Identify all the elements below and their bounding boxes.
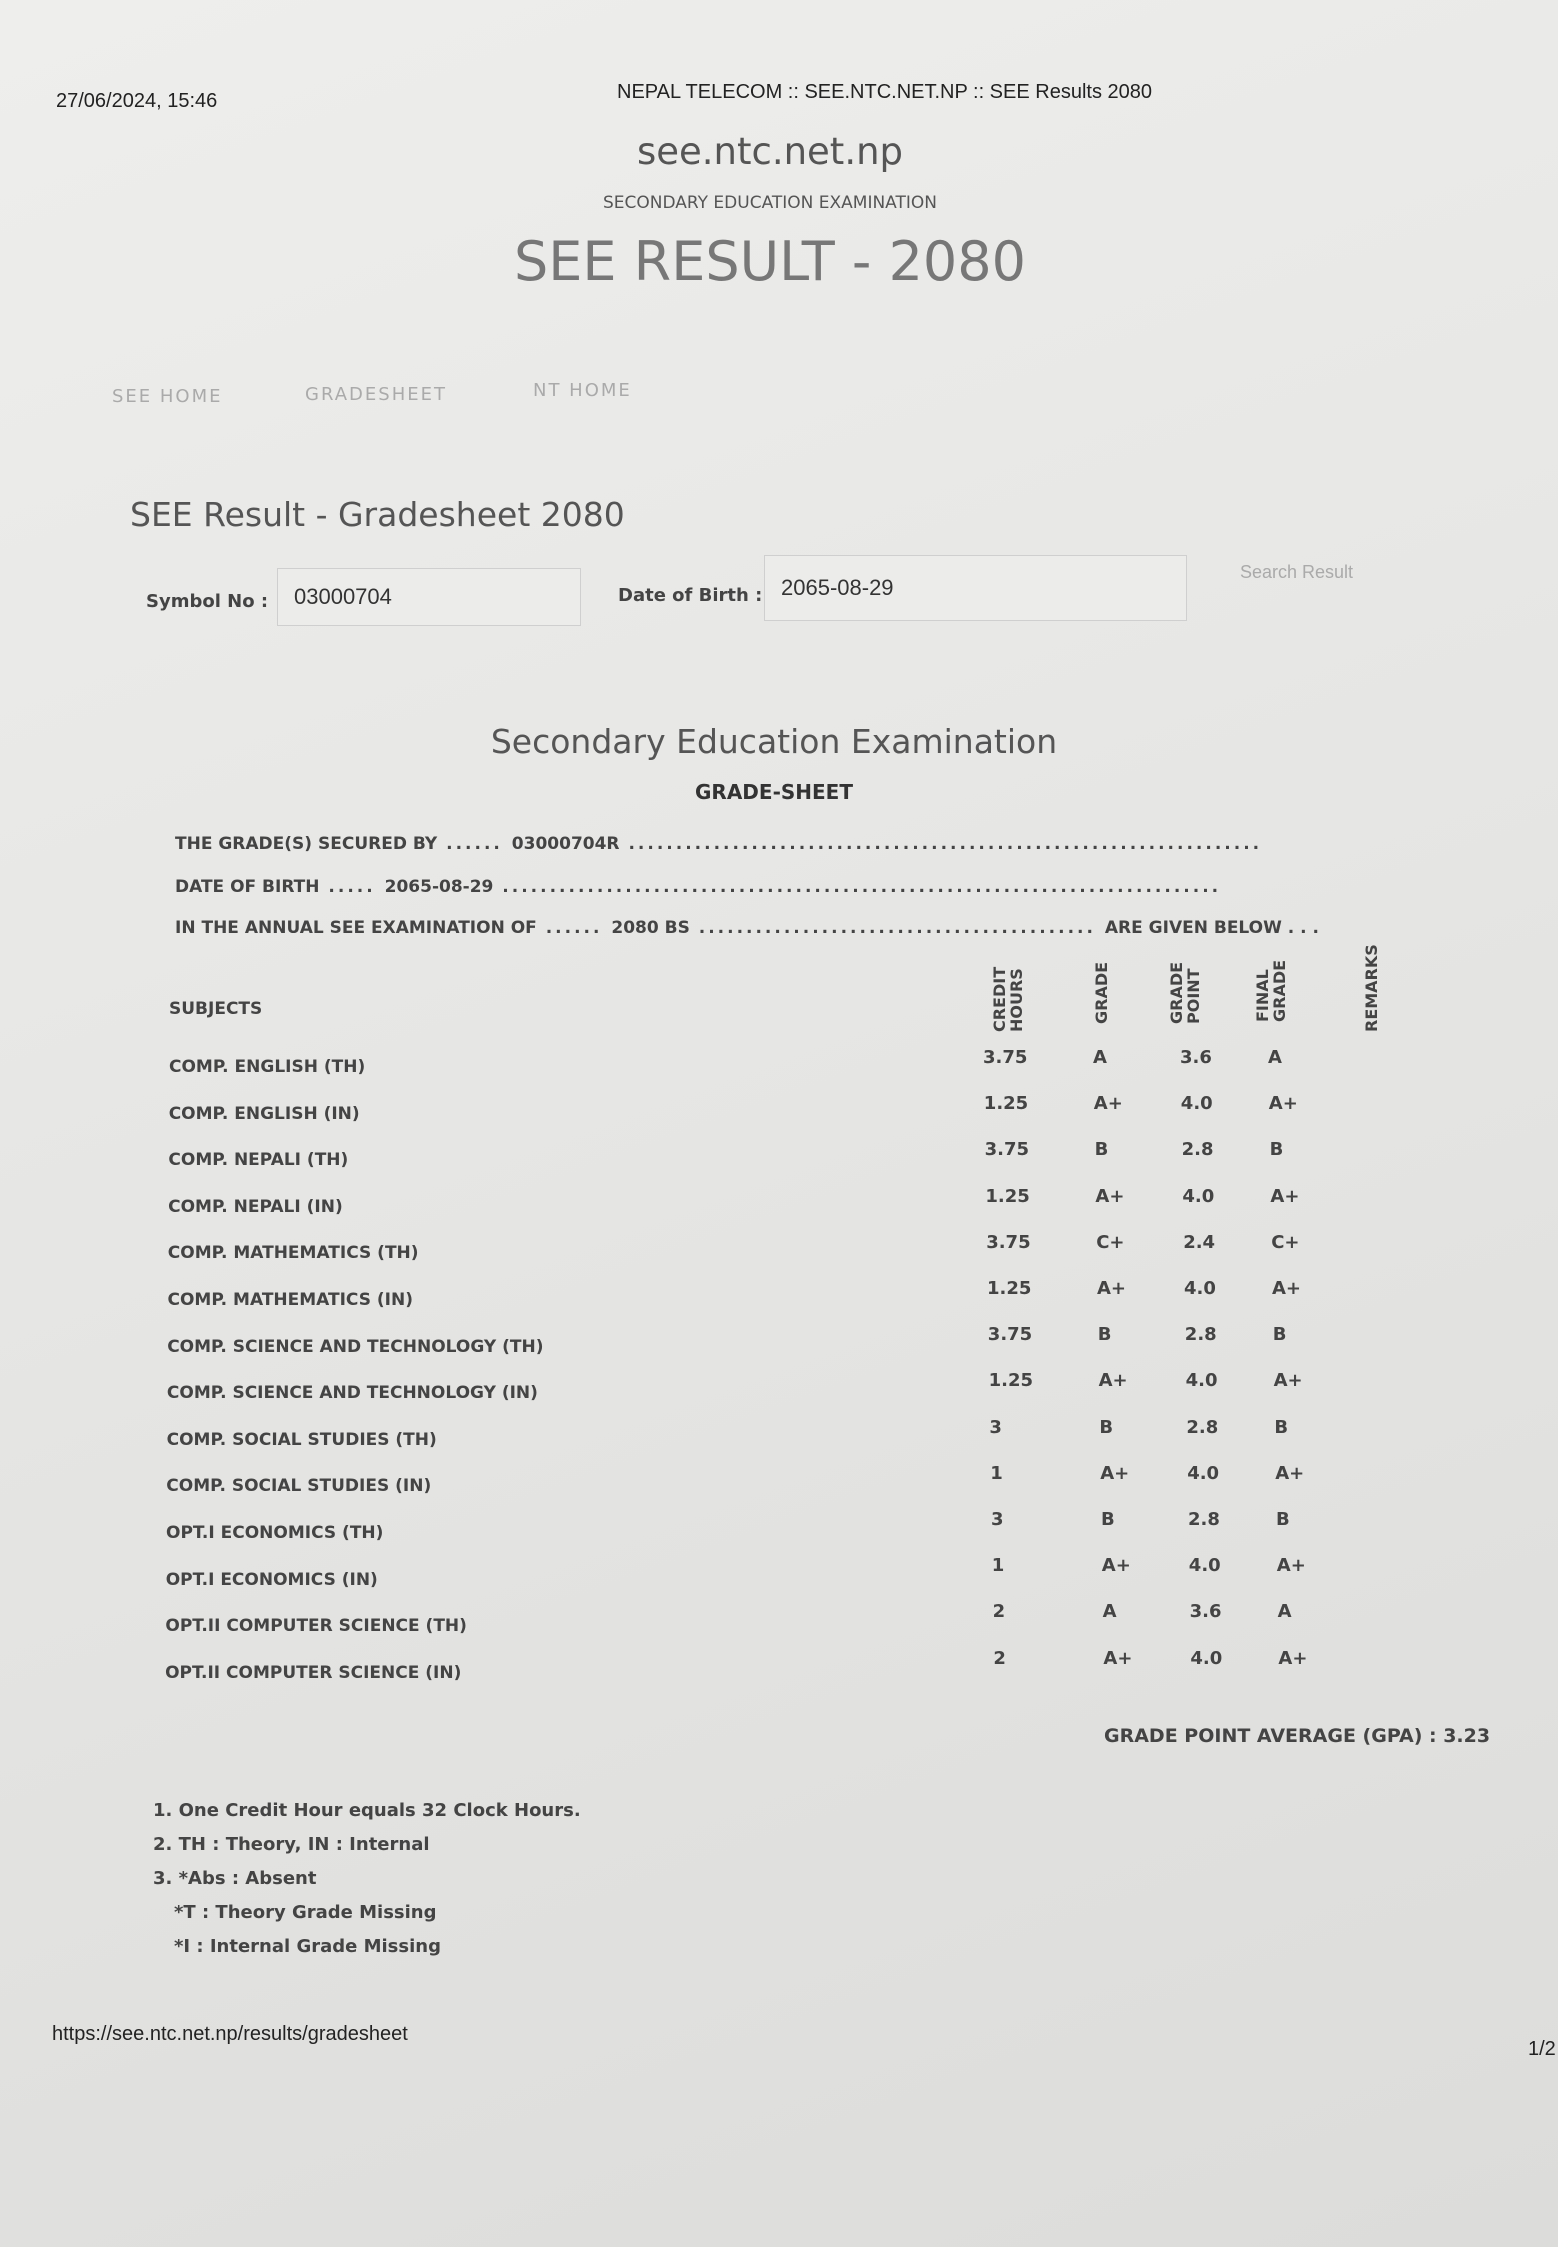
- final-grade-cell: A: [1277, 1601, 1292, 1623]
- subject-cell: COMP. NEPALI (IN): [168, 1196, 343, 1217]
- grade-point-cell: 4.0: [1184, 1278, 1216, 1299]
- form-heading: SEE Result - Gradesheet 2080: [130, 495, 625, 534]
- credit-hours-cell: 3: [989, 1416, 1002, 1438]
- dob-input[interactable]: 2065-08-29: [764, 555, 1187, 621]
- credit-hours-cell: 1: [990, 1462, 1003, 1484]
- print-title: NEPAL TELECOM :: SEE.NTC.NET.NP :: SEE Results 2080: [617, 81, 1152, 103]
- subject-cell: COMP. SCIENCE AND TECHNOLOGY (TH): [167, 1336, 544, 1357]
- grade-cell: C+: [1096, 1231, 1125, 1253]
- grade-point-cell: 2.4: [1183, 1231, 1216, 1253]
- subject-cell: OPT.II COMPUTER SCIENCE (TH): [165, 1616, 467, 1637]
- grade-cell: A+: [1093, 1093, 1123, 1115]
- grade-cell: A+: [1098, 1370, 1128, 1392]
- nav-nt-home[interactable]: NT HOME: [533, 380, 632, 401]
- subject-cell: COMP. SCIENCE AND TECHNOLOGY (IN): [166, 1383, 538, 1404]
- grade-cell: A+: [1103, 1647, 1133, 1669]
- final-grade-cell: B: [1269, 1139, 1284, 1161]
- final-grade-cell: B: [1272, 1324, 1287, 1346]
- credit-hours-cell: 1: [991, 1555, 1005, 1577]
- subject-cell: COMP. MATHEMATICS (TH): [167, 1243, 419, 1264]
- credit-hours-cell: 1.25: [988, 1370, 1034, 1392]
- grade-point-cell: 2.8: [1181, 1139, 1214, 1161]
- credit-hours-cell: 2: [993, 1647, 1006, 1669]
- grade-cell: B: [1097, 1324, 1112, 1346]
- grade-point-cell: 2.8: [1186, 1416, 1219, 1438]
- credit-hours-cell: 1.25: [983, 1093, 1029, 1115]
- final-grade-cell: A: [1268, 1047, 1282, 1068]
- col-grade-point: GRADE POINT: [1167, 961, 1203, 1024]
- credit-hours-cell: 3.75: [987, 1324, 1033, 1346]
- secured-by-line: THE GRADE(S) SECURED BY ...... 03000704R ...................................................................: [175, 834, 1263, 854]
- grade-point-cell: 4.0: [1185, 1370, 1218, 1392]
- grade-point-cell: 4.0: [1182, 1185, 1215, 1207]
- exam-label: IN THE ANNUAL SEE EXAMINATION OF: [175, 918, 537, 938]
- subject-cell: OPT.I ECONOMICS (TH): [166, 1523, 384, 1543]
- grade-cell: B: [1099, 1416, 1114, 1438]
- secured-by-label: THE GRADE(S) SECURED BY: [175, 834, 438, 854]
- grade-point-cell: 2.8: [1184, 1324, 1217, 1346]
- site-subtitle: SECONDARY EDUCATION EXAMINATION: [602, 193, 937, 213]
- col-grade: GRADE: [1092, 961, 1111, 1024]
- grade-point-cell: 3.6: [1189, 1601, 1222, 1623]
- col-final-grade: FINAL GRADE: [1253, 959, 1289, 1022]
- exam-value: 2080 BS: [611, 918, 690, 938]
- symbol-label: Symbol No :: [146, 591, 269, 612]
- final-grade-cell: A+: [1268, 1093, 1298, 1115]
- final-grade-cell: A+: [1275, 1462, 1305, 1484]
- grade-cell: A+: [1097, 1278, 1127, 1299]
- page-number: 1/2: [1528, 2038, 1556, 2060]
- subject-cell: OPT.I ECONOMICS (IN): [165, 1569, 378, 1590]
- dob-line-label: DATE OF BIRTH: [175, 877, 320, 897]
- print-datetime: 27/06/2024, 15:46: [56, 90, 218, 112]
- note-3: 3. *Abs : Absent: [153, 1868, 317, 1889]
- final-grade-cell: C+: [1271, 1231, 1300, 1253]
- grade-point-cell: 4.0: [1180, 1093, 1213, 1115]
- symbol-input[interactable]: 03000704: [277, 568, 581, 626]
- grade-cell: B: [1094, 1139, 1109, 1161]
- gradesheet-title: Secondary Education Examination: [490, 722, 1058, 761]
- site-domain: see.ntc.net.np: [636, 130, 904, 173]
- credit-hours-cell: 3.75: [984, 1139, 1030, 1161]
- secured-by-value: 03000704R: [511, 834, 620, 854]
- credit-hours-cell: 3.75: [983, 1047, 1028, 1068]
- grade-cell: A+: [1095, 1185, 1125, 1207]
- subject-cell: COMP. MATHEMATICS (IN): [167, 1290, 413, 1310]
- grade-point-cell: 4.0: [1187, 1462, 1220, 1484]
- final-grade-cell: B: [1276, 1509, 1290, 1530]
- grade-cell: A: [1093, 1047, 1107, 1068]
- subject-cell: OPT.II COMPUTER SCIENCE (IN): [165, 1662, 462, 1683]
- col-credit-hours: CREDIT HOURS: [990, 966, 1026, 1032]
- subject-cell: COMP. SOCIAL STUDIES (TH): [166, 1429, 437, 1450]
- gradesheet-subtitle: GRADE-SHEET: [695, 780, 853, 804]
- dob-line-value: 2065-08-29: [384, 877, 494, 897]
- final-grade-cell: A+: [1273, 1370, 1303, 1392]
- subject-cell: COMP. ENGLISH (IN): [168, 1103, 360, 1124]
- search-result-button[interactable]: Search Result: [1240, 562, 1354, 582]
- note-2: 2. TH : Theory, IN : Internal: [153, 1834, 430, 1855]
- gpa: GRADE POINT AVERAGE (GPA) : 3.23: [1104, 1725, 1491, 1747]
- credit-hours-cell: 1.25: [987, 1278, 1032, 1299]
- grade-point-cell: 2.8: [1188, 1509, 1220, 1530]
- final-grade-cell: B: [1274, 1416, 1289, 1438]
- dob-line: DATE OF BIRTH ..... 2065-08-29 ............................................................................: [175, 877, 1222, 897]
- subject-cell: COMP. ENGLISH (TH): [169, 1057, 366, 1077]
- note-1: 1. One Credit Hour equals 32 Clock Hours.: [153, 1800, 581, 1821]
- note-5: *I : Internal Grade Missing: [174, 1936, 441, 1957]
- credit-hours-cell: 3: [991, 1509, 1004, 1530]
- dob-label: Date of Birth :: [618, 585, 763, 606]
- given-below: ARE GIVEN BELOW . . .: [1104, 918, 1319, 938]
- grade-cell: A+: [1101, 1555, 1131, 1577]
- grade-cell: A+: [1100, 1462, 1130, 1484]
- nav-see-home[interactable]: SEE HOME: [112, 386, 223, 407]
- credit-hours-cell: 2: [992, 1601, 1006, 1623]
- subject-cell: COMP. SOCIAL STUDIES (IN): [166, 1476, 432, 1497]
- grade-cell: B: [1101, 1509, 1115, 1530]
- credit-hours-cell: 3.75: [986, 1231, 1031, 1253]
- final-grade-cell: A+: [1276, 1555, 1306, 1577]
- final-grade-cell: A+: [1270, 1185, 1300, 1207]
- nav-gradesheet[interactable]: GRADESHEET: [305, 384, 447, 405]
- col-remarks: REMARKS: [1362, 944, 1381, 1032]
- grade-point-cell: 3.6: [1180, 1047, 1212, 1068]
- final-grade-cell: A+: [1278, 1647, 1308, 1669]
- grade-point-cell: 4.0: [1190, 1647, 1223, 1669]
- credit-hours-cell: 1.25: [985, 1185, 1030, 1207]
- subject-cell: COMP. NEPALI (TH): [168, 1150, 349, 1171]
- grade-cell: A: [1102, 1601, 1117, 1623]
- col-subjects: SUBJECTS: [169, 999, 263, 1019]
- final-grade-cell: A+: [1272, 1278, 1302, 1299]
- site-title: SEE RESULT - 2080: [514, 230, 1026, 293]
- grade-point-cell: 4.0: [1188, 1555, 1221, 1577]
- note-4: *T : Theory Grade Missing: [174, 1902, 437, 1923]
- exam-line: IN THE ANNUAL SEE EXAMINATION OF ...... 2080 BS .......................................... ARE GIVEN BELOW . . .: [175, 918, 1319, 938]
- print-url: https://see.ntc.net.np/results/gradesheet: [52, 2023, 408, 2045]
